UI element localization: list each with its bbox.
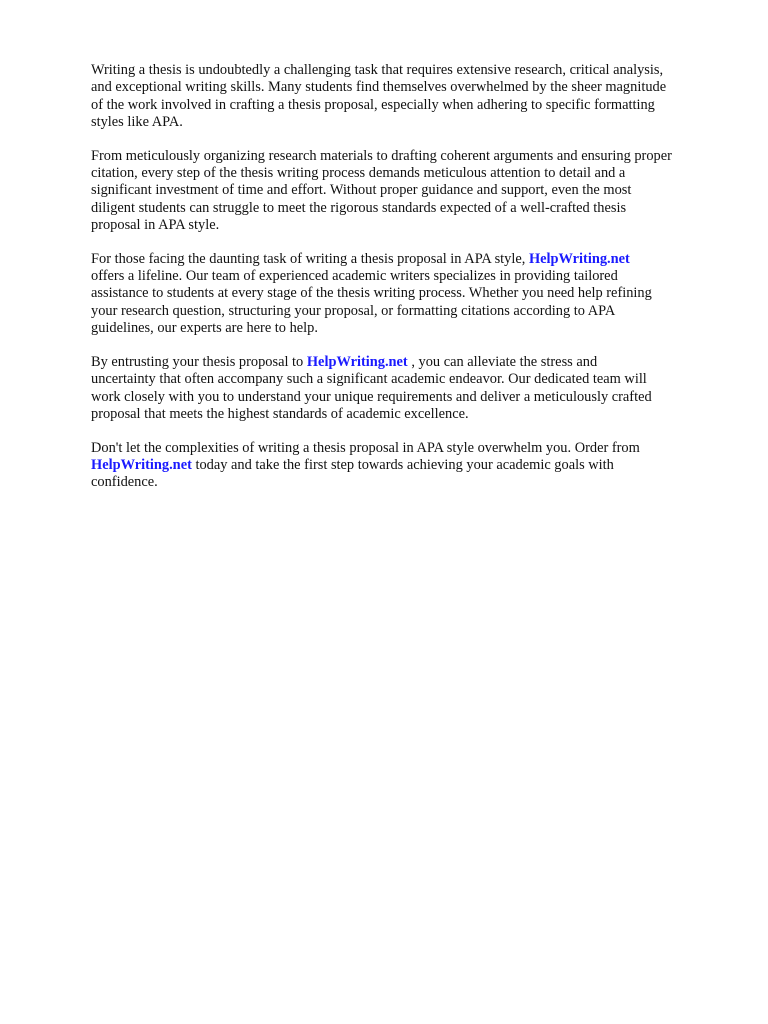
paragraph-cta (91, 440, 721, 492)
paragraph-process-text: From meticulously organizing research materials to drafting coherent arguments and ensuring proper citation, every step of the thesis writing process demands meticulous attention to detail and a significant investment of time and effort. Without proper guidance and support, even the most diligent students can struggle to meet the rigorous standards expected of a well-crafted thesis proposal in APA style. (91, 147, 672, 233)
document-page (91, 62, 721, 508)
paragraph-cta-text-after: today and take the first step towards achieving your academic goals with confidence. (91, 457, 614, 491)
paragraph-intro (91, 62, 721, 131)
paragraph-offer (91, 251, 721, 337)
paragraph-offer-text-before: For those facing the daunting task of writing a thesis proposal in APA style, (91, 250, 529, 267)
paragraph-entrust (91, 354, 721, 423)
paragraph-intro-text: Writing a thesis is undoubtedly a challenging task that requires extensive research, critical analysis, and exceptional writing skills. Many students find themselves overwhelmed by the sheer magnitude of the work involved in crafting a thesis proposal, especially when adhering to specific formatting styles like APA. (91, 62, 667, 130)
paragraph-cta-text-before: Don't let the complexities of writing a thesis proposal in APA style overwhelm you. Order from (91, 439, 640, 456)
paragraph-process (91, 148, 721, 234)
helpwriting-link-3[interactable]: HelpWriting.net (91, 457, 192, 474)
paragraph-offer-text-after: offers a lifeline. Our team of experienced academic writers specializes in providing tailored assistance to students at every stage of the thesis writing process. Whether you need help refining your research question, structuring your proposal, or formatting citations according to APA guidelines, our experts are here to help. (91, 268, 652, 337)
helpwriting-link-1[interactable]: HelpWriting.net (528, 250, 630, 267)
paragraph-entrust-text-after: , you can alleviate the stress and uncertainty that often accompany such a significant academic endeavor. Our dedicated team will work closely with you to understand your unique requirements and deliver a meticulously crafted proposal that meets the highest standards of academic excellence. (91, 353, 652, 422)
helpwriting-link-2[interactable]: HelpWriting.net (306, 353, 408, 370)
paragraph-entrust-text-before: By entrusting your thesis proposal to (91, 353, 307, 370)
